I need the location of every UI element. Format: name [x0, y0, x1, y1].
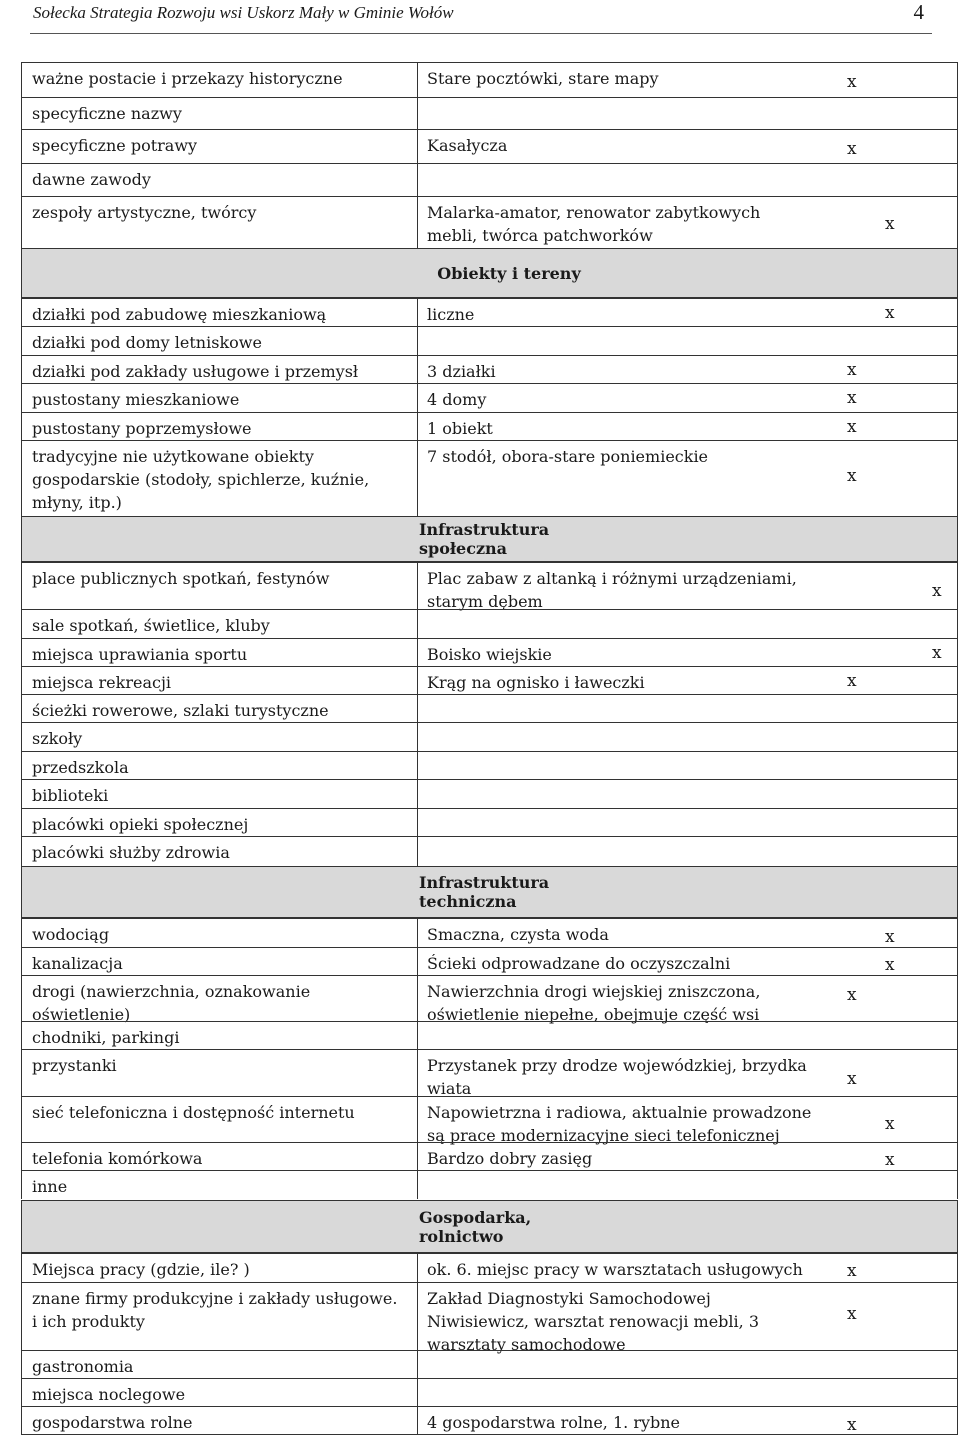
- criterion-label: ważne postacie i przekazy historyczne: [32, 69, 343, 88]
- x-mark: x: [847, 1261, 857, 1281]
- mark-cell: [837, 1350, 958, 1378]
- criterion-cell: [21, 62, 418, 97]
- description-cell: [418, 779, 837, 808]
- description-cell: [418, 1021, 837, 1049]
- criterion-cell: [21, 129, 418, 163]
- x-mark: x: [847, 985, 857, 1005]
- description-text: Smaczna, czysta woda: [427, 925, 609, 944]
- criterion-label: placówki opieki społecznej: [32, 815, 249, 834]
- criterion-cell: [21, 383, 418, 412]
- description-text: 7 stodół, obora-stare poniemieckie: [427, 447, 709, 466]
- description-cell: [418, 1170, 837, 1199]
- x-mark: x: [847, 1069, 857, 1089]
- criterion-label: pustostany mieszkaniowe: [32, 390, 240, 409]
- mark-cell: [837, 1170, 958, 1199]
- criterion-label: miejsca rekreacji: [32, 673, 172, 692]
- mark-cell: [837, 779, 958, 808]
- criterion-label: zespoły artystyczne, twórcy: [32, 203, 257, 222]
- table-row: [21, 808, 958, 836]
- criterion-label: pustostany poprzemysłowe: [32, 419, 252, 438]
- mark-cell: [837, 751, 958, 779]
- description-cell: [418, 1282, 837, 1354]
- criterion-cell: [21, 638, 418, 666]
- x-mark: x: [847, 417, 857, 437]
- description-cell: [418, 355, 837, 383]
- x-mark: x: [885, 303, 895, 323]
- x-mark: x: [847, 139, 857, 159]
- description-cell: [418, 666, 837, 694]
- section-title: Gospodarka, rolnictwo: [419, 1207, 532, 1246]
- table-row: [21, 609, 958, 638]
- criterion-cell: [21, 947, 418, 975]
- section-header: [21, 248, 958, 298]
- description-text: Napowietrzna i radiowa, aktualnie prowadzone są prace modernizacyjne sieci telefonicznej: [427, 1103, 812, 1145]
- description-cell: [418, 1253, 837, 1282]
- description-text: Nawierzchnia drogi wiejskiej zniszczona, oświetlenie niepełne, obejmuje część wsi: [427, 982, 761, 1024]
- x-mark: x: [885, 955, 895, 975]
- table-row: [21, 97, 958, 129]
- criterion-cell: [21, 1253, 418, 1282]
- description-text: liczne: [427, 305, 475, 324]
- criterion-cell: [21, 1350, 418, 1378]
- criterion-cell: [21, 1282, 418, 1350]
- criterion-label: tradycyjne nie użytkowane obiekty gospodarskie (stodoły, spichlerze, kuźnie, młyny, itp.): [32, 447, 370, 512]
- mark-cell: [837, 1096, 958, 1142]
- criterion-cell: [21, 163, 418, 196]
- description-cell: [418, 722, 837, 751]
- criterion-cell: [21, 779, 418, 808]
- description-cell: [418, 298, 837, 326]
- criterion-label: działki pod domy letniskowe: [32, 333, 262, 352]
- criterion-cell: [21, 298, 418, 326]
- criterion-label: inne: [32, 1177, 68, 1196]
- criterion-cell: [21, 751, 418, 779]
- mark-cell: [837, 163, 958, 196]
- mark-cell: [837, 836, 958, 866]
- description-cell: [418, 412, 837, 440]
- criterion-label: przedszkola: [32, 758, 129, 777]
- criterion-label: ścieżki rowerowe, szlaki turystyczne: [32, 701, 329, 720]
- table-row: [21, 694, 958, 722]
- section-title: Infrastruktura społeczna: [419, 520, 550, 558]
- mark-cell: [837, 609, 958, 638]
- description-text: Przystanek przy drodze wojewódzkiej, brzydka wiata: [427, 1056, 807, 1098]
- table-row: [21, 355, 958, 383]
- description-text: 4 gospodarstwa rolne, 1. rybne: [427, 1413, 681, 1432]
- criterion-cell: [21, 808, 418, 836]
- criterion-label: drogi (nawierzchnia, oznakowanie oświetlenie): [32, 982, 311, 1024]
- table-row: [21, 751, 958, 779]
- description-cell: [418, 326, 837, 355]
- criterion-cell: [21, 1021, 418, 1049]
- description-text: Krąg na ognisko i ławeczki: [427, 673, 645, 692]
- x-mark: x: [885, 214, 895, 234]
- description-cell: [418, 562, 837, 609]
- criterion-label: kanalizacja: [32, 954, 123, 973]
- description-text: ok. 6. miejsc pracy w warsztatach usługowych: [427, 1260, 803, 1279]
- table-row: [21, 129, 958, 163]
- section-header: [21, 866, 958, 918]
- x-mark: x: [885, 1150, 895, 1170]
- criterion-cell: [21, 666, 418, 694]
- criterion-label: placówki służby zdrowia: [32, 843, 230, 862]
- criterion-label: chodniki, parkingi: [32, 1028, 180, 1047]
- criterion-label: działki pod zabudowę mieszkaniową: [32, 305, 327, 324]
- table-row: [21, 1350, 958, 1378]
- table-row: [21, 975, 958, 1024]
- description-cell: [418, 129, 837, 163]
- table-row: [21, 836, 958, 866]
- table-row: [21, 383, 958, 412]
- criterion-cell: [21, 694, 418, 722]
- criterion-label: szkoły: [32, 729, 83, 748]
- table-row: [21, 1021, 958, 1049]
- mark-cell: [837, 1378, 958, 1406]
- criterion-label: sale spotkań, świetlice, kluby: [32, 616, 270, 635]
- description-cell: [418, 918, 837, 947]
- mark-cell: [837, 947, 958, 975]
- description-text: Zakład Diagnostyki Samochodowej Niwisiewicz, warsztat renowacji mebli, 3 warsztaty samochodowe: [427, 1289, 759, 1354]
- description-text: Ścieki odprowadzane do oczyszczalni: [427, 954, 731, 973]
- mark-cell: [837, 97, 958, 129]
- table-row: [21, 947, 958, 975]
- description-text: Boisko wiejskie: [427, 645, 552, 664]
- criterion-cell: [21, 97, 418, 129]
- criterion-label: miejsca uprawiania sportu: [32, 645, 248, 664]
- table-row: [21, 298, 958, 326]
- table-row: [21, 779, 958, 808]
- mark-cell: [837, 196, 958, 248]
- table-row: [21, 1378, 958, 1406]
- description-cell: [418, 1350, 837, 1378]
- description-text: Bardzo dobry zasięg: [427, 1149, 593, 1168]
- criterion-cell: [21, 918, 418, 947]
- description-text: Kasałycza: [427, 136, 508, 155]
- table-row: [21, 196, 958, 248]
- description-cell: [418, 1096, 837, 1145]
- description-cell: [418, 975, 837, 1024]
- table-row: [21, 1253, 958, 1282]
- x-mark: x: [847, 360, 857, 380]
- criterion-label: gastronomia: [32, 1357, 134, 1376]
- criterion-cell: [21, 1170, 418, 1199]
- x-mark: x: [847, 1415, 857, 1435]
- x-mark: x: [847, 72, 857, 92]
- criterion-label: miejsca noclegowe: [32, 1385, 186, 1404]
- criterion-label: gospodarstwa rolne: [32, 1413, 193, 1432]
- criterion-cell: [21, 326, 418, 355]
- x-mark: x: [847, 671, 857, 691]
- description-cell: [418, 638, 837, 666]
- criterion-cell: [21, 196, 418, 248]
- description-cell: [418, 163, 837, 196]
- criterion-cell: [21, 609, 418, 638]
- table-row: [21, 722, 958, 751]
- mark-cell: [837, 1021, 958, 1049]
- table-row: [21, 1049, 958, 1096]
- section-title: Obiekty i tereny: [437, 263, 581, 283]
- mark-cell: [837, 298, 958, 326]
- table-row: [21, 163, 958, 196]
- criterion-cell: [21, 722, 418, 751]
- criterion-cell: [21, 836, 418, 866]
- x-mark: x: [932, 581, 942, 601]
- description-cell: [418, 97, 837, 129]
- description-cell: [418, 440, 837, 516]
- mark-cell: [837, 918, 958, 947]
- criterion-cell: [21, 440, 418, 516]
- criterion-cell: [21, 412, 418, 440]
- page-number: 4: [913, 0, 924, 24]
- x-mark: x: [932, 643, 942, 663]
- criterion-label: place publicznych spotkań, festynów: [32, 569, 330, 588]
- description-cell: [418, 694, 837, 722]
- description-cell: [418, 1049, 837, 1096]
- description-cell: [418, 836, 837, 866]
- table-row: [21, 412, 958, 440]
- description-text: Malarka-amator, renowator zabytkowych mebli, twórca patchworków: [427, 203, 761, 245]
- table-row: [21, 1096, 958, 1145]
- table-row: [21, 562, 958, 609]
- criterion-label: sieć telefoniczna i dostępność internetu: [32, 1103, 355, 1122]
- description-text: 4 domy: [427, 390, 487, 409]
- table-bottom-border: [21, 1434, 958, 1435]
- criterion-label: telefonia komórkowa: [32, 1149, 203, 1168]
- criterion-cell: [21, 1378, 418, 1406]
- criterion-cell: [21, 1406, 418, 1434]
- description-cell: [418, 383, 837, 412]
- section-title: Infrastruktura techniczna: [419, 873, 550, 911]
- criterion-label: wodociąg: [32, 925, 110, 944]
- criterion-label: działki pod zakłady usługowe i przemysł: [32, 362, 359, 381]
- description-cell: [418, 62, 837, 97]
- mark-cell: [837, 326, 958, 355]
- description-cell: [418, 1406, 837, 1434]
- description-cell: [418, 609, 837, 638]
- description-text: Stare pocztówki, stare mapy: [427, 69, 659, 88]
- description-cell: [418, 947, 837, 975]
- table-row: [21, 1170, 958, 1199]
- table-row: [21, 918, 958, 947]
- mark-cell: [837, 722, 958, 751]
- criterion-label: przystanki: [32, 1056, 117, 1075]
- x-mark: x: [885, 1114, 895, 1134]
- criterion-label: znane firmy produkcyjne i zakłady usługowe. i ich produkty: [32, 1289, 398, 1331]
- description-cell: [418, 1142, 837, 1170]
- description-text: 1 obiekt: [427, 419, 493, 438]
- mark-cell: [837, 808, 958, 836]
- description-cell: [418, 1378, 837, 1406]
- section-header: [21, 1200, 958, 1253]
- criterion-cell: [21, 562, 418, 609]
- table-row: [21, 440, 958, 516]
- criterion-cell: [21, 355, 418, 383]
- criterion-label: dawne zawody: [32, 170, 151, 189]
- x-mark: x: [847, 388, 857, 408]
- description-cell: [418, 751, 837, 779]
- criterion-label: biblioteki: [32, 786, 109, 805]
- table-row: [21, 1142, 958, 1170]
- table-row: [21, 1406, 958, 1434]
- criterion-cell: [21, 1142, 418, 1170]
- table-row: [21, 1282, 958, 1354]
- table-row: [21, 666, 958, 694]
- table-row: [21, 326, 958, 355]
- section-header: [21, 516, 958, 562]
- table-row: [21, 638, 958, 666]
- criterion-cell: [21, 975, 418, 1024]
- x-mark: x: [885, 927, 895, 947]
- criterion-label: specyficzne potrawy: [32, 136, 198, 155]
- x-mark: x: [847, 1304, 857, 1324]
- x-mark: x: [847, 466, 857, 486]
- description-cell: [418, 808, 837, 836]
- running-header-title: Sołecka Strategia Rozwoju wsi Uskorz Mały w Gminie Wołów: [33, 3, 454, 22]
- criterion-cell: [21, 1049, 418, 1096]
- description-text: Plac zabaw z altanką i różnymi urządzeniami, starym dębem: [427, 569, 797, 611]
- description-cell: [418, 196, 837, 248]
- criterion-cell: [21, 1096, 418, 1142]
- mark-cell: [837, 1142, 958, 1170]
- criterion-label: specyficzne nazwy: [32, 104, 182, 123]
- criterion-label: Miejsca pracy (gdzie, ile? ): [32, 1260, 250, 1279]
- table-row: [21, 62, 958, 97]
- description-text: 3 działki: [427, 362, 496, 381]
- mark-cell: [837, 694, 958, 722]
